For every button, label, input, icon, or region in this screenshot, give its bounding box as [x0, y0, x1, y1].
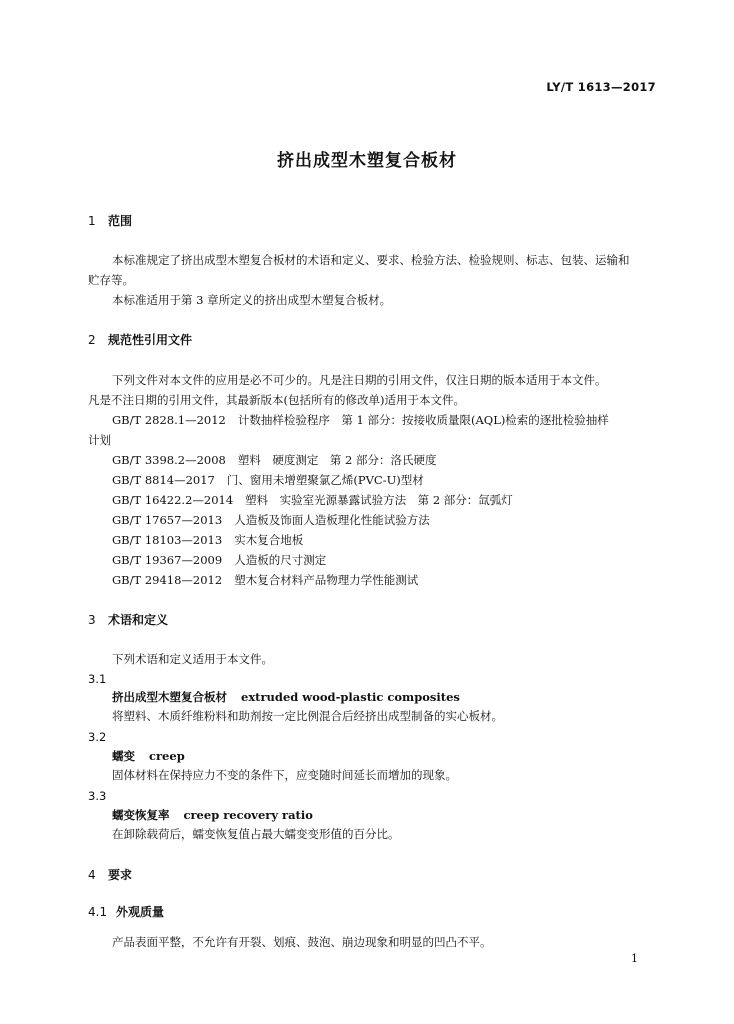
- term-en: extruded wood-plastic composites: [241, 690, 460, 704]
- reference-code: GB/T 29418—2012: [112, 573, 223, 587]
- section-title: 术语和定义: [108, 613, 169, 627]
- reference-item: [112, 510, 430, 530]
- terms-intro: 下列术语和定义适用于本文件。: [112, 652, 273, 666]
- term-zh: 挤出成型木塑复合板材: [112, 690, 227, 704]
- reference-name: 塑木复合材料产品物理力学性能测试: [234, 573, 419, 587]
- term-en: creep recovery ratio: [183, 808, 313, 822]
- section-number: 2: [88, 333, 96, 347]
- term-zh: 蠕变: [112, 749, 135, 763]
- section-title: 要求: [108, 868, 133, 882]
- references-intro-line-1: 下列文件对本文件的应用是必不可少的。凡是注日期的引用文件，仅注日期的版本适用于本文件。: [112, 373, 607, 387]
- reference-item: [112, 490, 513, 510]
- term-definition: 在卸除载荷后，蠕变恢复值占最大蠕变变形值的百分比。: [112, 827, 400, 841]
- section-number: 1: [88, 214, 96, 228]
- term-heading: [112, 807, 313, 823]
- reference-name: 门、窗用未增塑聚氯乙烯(PVC-U)型材: [226, 473, 424, 487]
- document-title: 挤出成型木塑复合板材: [277, 151, 457, 171]
- appearance-requirement: 产品表面平整，不允许有开裂、划痕、鼓泡、崩边现象和明显的凹凸不平。: [112, 935, 492, 949]
- term-heading: [112, 748, 185, 764]
- references-intro-line-2: 凡是不注日期的引用文件，其最新版本(包括所有的修改单)适用于本文件。: [88, 393, 465, 407]
- reference-name: 塑料 实验室光源暴露试验方法 第 2 部分：氙弧灯: [245, 493, 513, 507]
- reference-item: [112, 450, 436, 470]
- reference-name: 人造板及饰面人造板理化性能试验方法: [234, 513, 430, 527]
- reference-item: [112, 530, 303, 550]
- reference-item-continuation: 计划: [88, 433, 111, 447]
- reference-code: GB/T 2828.1—2012: [112, 413, 226, 427]
- reference-item: [112, 550, 326, 570]
- subsection-number: 4.1: [88, 905, 108, 919]
- subsection-title: 外观质量: [116, 905, 165, 919]
- section-number: 3: [88, 613, 96, 627]
- reference-code: GB/T 16422.2—2014: [112, 493, 234, 507]
- term-heading: [112, 689, 460, 705]
- term-zh: 蠕变恢复率: [112, 808, 170, 822]
- reference-name: 实木复合地板: [234, 533, 304, 547]
- reference-item: [112, 470, 424, 490]
- reference-item: [112, 570, 418, 590]
- section-title: 规范性引用文件: [108, 333, 193, 347]
- term-number: 3.2: [88, 730, 107, 744]
- scope-paragraph-line-2: 贮存等。: [88, 273, 134, 287]
- reference-name: 计数抽样检验程序 第 1 部分：按接收质量限(AQL)检索的逐批检验抽样: [237, 413, 609, 427]
- subsection-4-1-heading: [88, 903, 164, 920]
- term-definition: 固体材料在保持应力不变的条件下，应变随时间延长而增加的现象。: [112, 768, 457, 782]
- standard-code: LY/T 1613—2017: [546, 80, 656, 94]
- section-title: 范围: [108, 214, 133, 228]
- scope-paragraph-2: 本标准适用于第 3 章所定义的挤出成型木塑复合板材。: [112, 293, 392, 307]
- reference-code: GB/T 17657—2013: [112, 513, 223, 527]
- reference-code: GB/T 19367—2009: [112, 553, 223, 567]
- reference-item: [112, 410, 609, 430]
- term-number: 3.3: [88, 789, 107, 803]
- reference-code: GB/T 18103—2013: [112, 533, 223, 547]
- term-definition: 将塑料、木质纤维粉料和助剂按一定比例混合后经挤出成型制备的实心板材。: [112, 709, 503, 723]
- section-1-heading: [88, 212, 132, 229]
- scope-paragraph-line-1: 本标准规定了挤出成型木塑复合板材的术语和定义、要求、检验方法、检验规则、标志、包装、运输和: [112, 253, 630, 267]
- reference-name: 塑料 硬度测定 第 2 部分：洛氏硬度: [237, 453, 437, 467]
- term-number: 3.1: [88, 672, 107, 686]
- reference-name: 人造板的尺寸测定: [234, 553, 327, 567]
- section-2-heading: [88, 331, 192, 348]
- term-en: creep: [149, 749, 185, 763]
- reference-code: GB/T 3398.2—2008: [112, 453, 226, 467]
- section-4-heading: [88, 866, 132, 883]
- section-3-heading: [88, 611, 168, 628]
- reference-code: GB/T 8814—2017: [112, 473, 215, 487]
- page-number: 1: [631, 952, 638, 965]
- section-number: 4: [88, 868, 96, 882]
